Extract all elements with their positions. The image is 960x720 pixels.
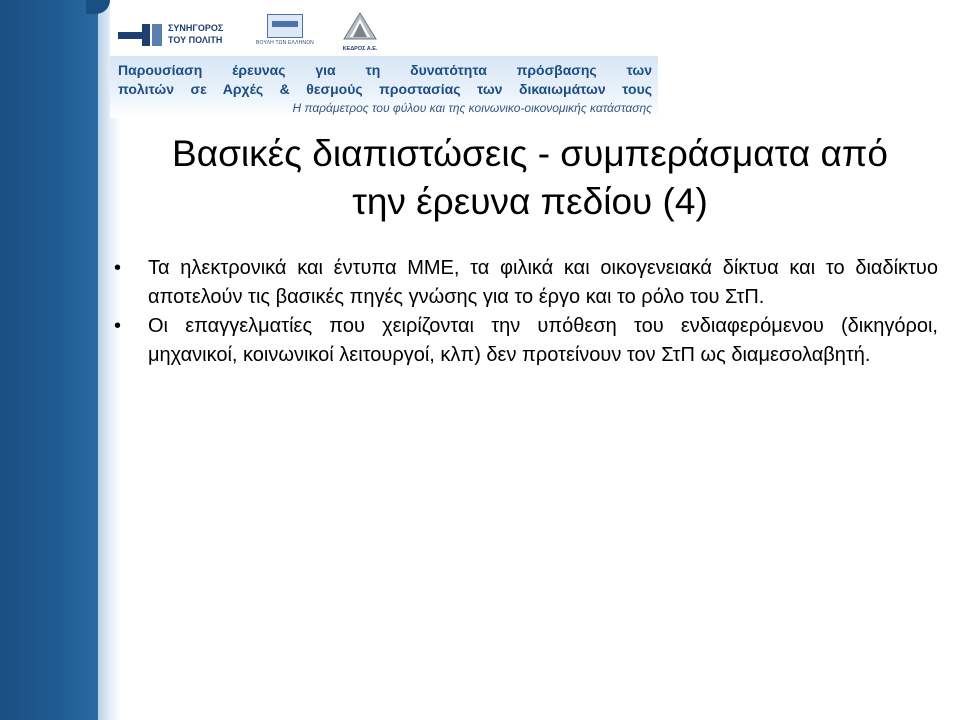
ombudsman-logo-text	[168, 22, 223, 46]
side-band-decoration	[0, 0, 98, 720]
bullet-list	[114, 254, 938, 370]
ombudsman-logo	[118, 18, 230, 52]
banner-subtitle: Η παράμετρος του φύλου και της κοινωνικο-οικονομικής κατάστασης	[292, 101, 652, 115]
bullet-mark: •	[114, 315, 122, 337]
ombudsman-line2: ΤΟΥ ΠΟΛΙΤΗ	[168, 35, 223, 45]
kedros-logo	[336, 12, 384, 54]
parliament-emblem-icon	[267, 14, 303, 38]
slide-title	[110, 130, 950, 226]
bullet-mark: •	[114, 257, 122, 279]
kedros-triangle-icon	[343, 12, 377, 40]
bullet-item	[114, 254, 938, 312]
banner-line-2: πολιτών σε Αρχές & θεσμούς προστασίας των δικαιωμάτων τους	[118, 81, 652, 97]
kedros-logo-text: ΚΕΔΡΟΣ Α.Ε.	[342, 46, 378, 52]
parliament-logo-text: ΒΟΥΛΗ ΤΩΝ ΕΛΛΗΝΩΝ	[256, 40, 314, 46]
banner-line-1: Παρουσίαση έρευνας για τη δυνατότητα πρόσβασης των	[118, 62, 652, 78]
ombudsman-line1: ΣΥΝΗΓΟΡΟΣ	[168, 23, 224, 33]
bullet-item	[114, 312, 938, 370]
bullet-text: Οι επαγγελματίες που χειρίζονται την υπόθεση του ενδιαφερόμενου (δικηγόροι, μηχανικοί, κοινωνικοί λειτουργοί, κλπ) δεν προτείνουν τον ΣτΠ ως διαμεσολαβητή.	[148, 315, 938, 366]
ombudsman-arrow-icon	[118, 22, 164, 48]
slide-title-line-1: Βασικές διαπιστώσεις - συμπεράσματα από	[172, 133, 888, 174]
slide-title-line-2: την έρευνα πεδίου (4)	[352, 181, 708, 222]
parliament-logo	[250, 14, 320, 54]
header-banner	[110, 56, 658, 118]
bullet-text: Τα ηλεκτρονικά και έντυπα ΜΜΕ, τα φιλικά και οικογενειακά δίκτυα και το διαδίκτυο αποτελούν τις βασικές πηγές γνώσης για το έργο και το ρόλο του ΣτΠ.	[148, 257, 938, 308]
